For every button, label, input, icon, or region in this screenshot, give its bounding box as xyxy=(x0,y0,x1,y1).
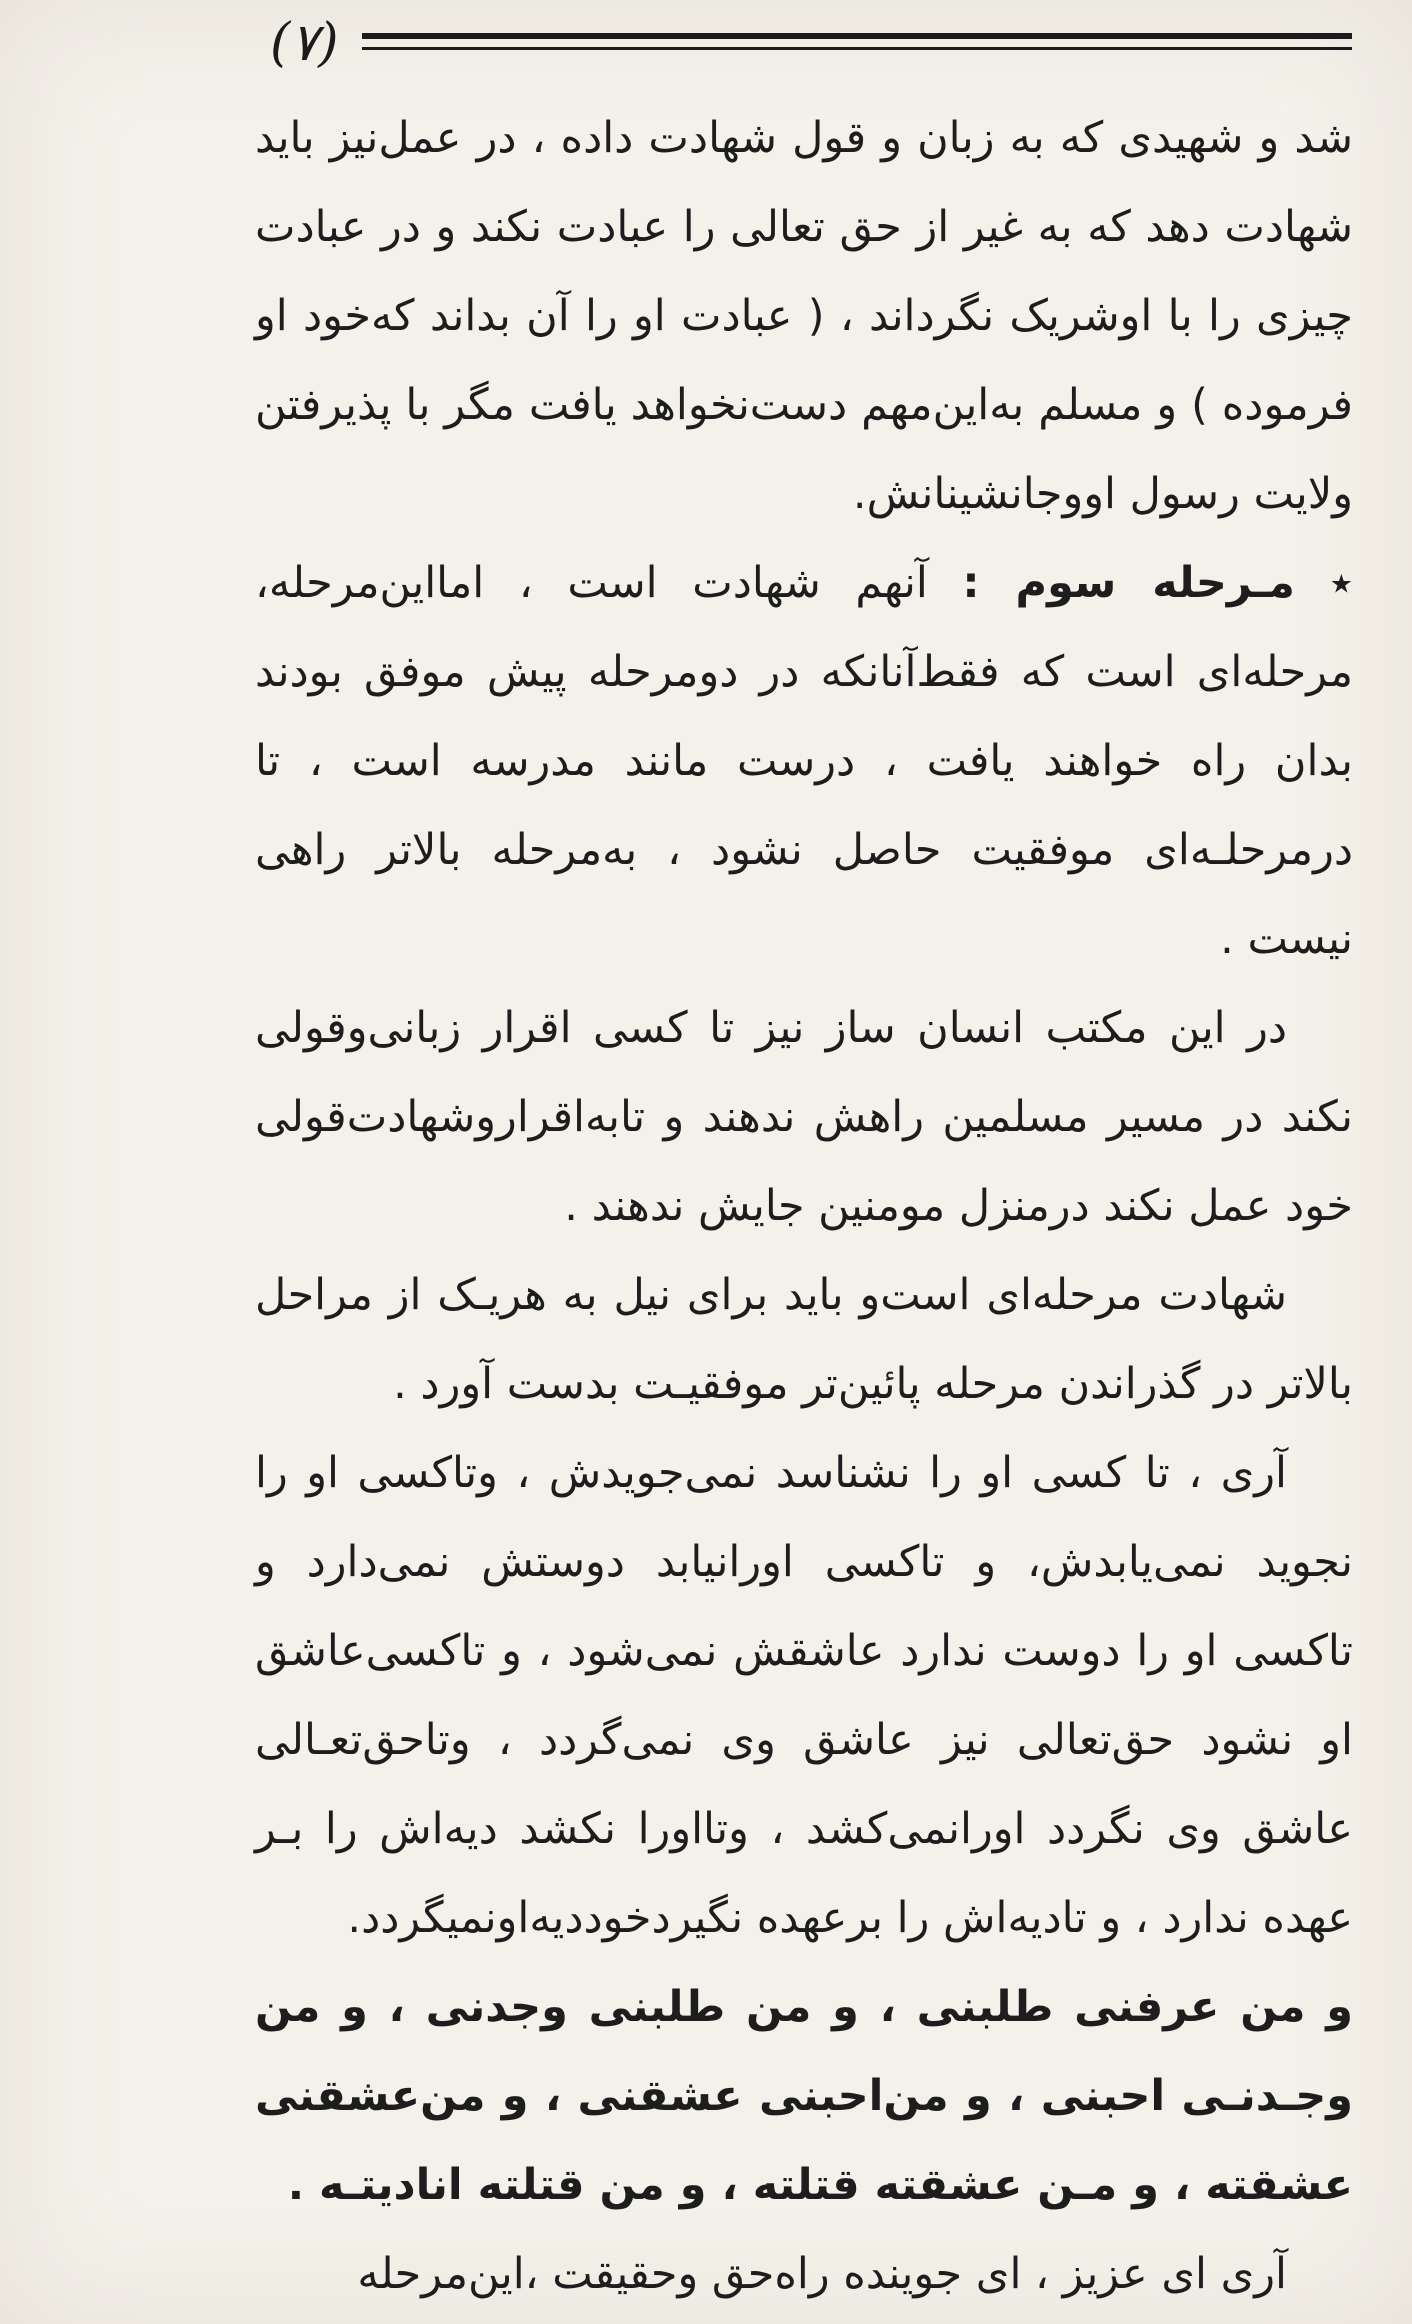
paragraph-2 xyxy=(255,539,1353,984)
paragraph-3 xyxy=(255,984,1353,1251)
header-rule-thick xyxy=(362,33,1352,39)
paragraph-3-text: در این مکتب انسان ساز نیز تا کسی اقرار زبانی‌وقولی نکند در مسیر مسلمین راهش ندهند و تابه‌اقراروشهادت‌قولی خود عمل نکند درمنزل مومنین جایش ندهند . xyxy=(255,1003,1353,1231)
paragraph-4-text: شهادت مرحله‌ای است‌و باید برای نیل به هریـک از مراحل بالاتر در گذراندن مرحله پائین‌تر موفقیـت بدست آورد . xyxy=(255,1270,1353,1409)
paragraph-5 xyxy=(255,1429,1353,1963)
page-header xyxy=(270,8,1352,78)
paragraph-2-text: آنهم شهادت است ، امااین‌مرحله، مرحله‌ای است که فقط‌آنانکه در دومرحله پیش موفق بودند بدان راه خواهند یافت ، درست مانند مدرسه است ، تا درمرحلـه‌ای موفقیت حاصل نشود ، به‌مرحله بالاتر راهی نیست . xyxy=(255,558,1353,964)
paragraph-7 xyxy=(255,2230,1353,2319)
paragraph-5-text: آری ، تا کسی او را نشناسد نمی‌جویدش ، وتاکسی او را نجوید نمی‌یابدش، و تاکسی اورانیابد دوستش نمی‌دارد و تاکسی او را دوست ندارد عاشقش نمی‌شود ، و تاکسی‌عاشق او نشود حق‌تعالی نیز عاشق وی نمی‌گردد ، وتاحق‌تعـالی عاشق وی نگردد اورانمی‌کشد ، وتااورا نکشد دیه‌اش را بـر عهده ندارد ، و تادیه‌اش را برعهده نگیردخوددیه‌اونمیگردد. xyxy=(255,1448,1353,1943)
arabic-quote-text: و من عرفنی طلبنی ، و من طلبنی وجدنی ، و من وجـدنـی احبنی ، و من‌احبنی عشقنی ، و من‌عشقنی عشقته ، و مـن عشقته قتلته ، و من قتلته انادیتـه . xyxy=(255,1982,1353,2210)
paragraph-1-text: شد و شهیدی که به زبان و قول شهادت داده ، در عمل‌نیز باید شهادت دهد که به غیر از حق تعالی را عبادت نکند و در عبادت چیزی را با اوشریک نگرداند ، ( عبادت او را آن بداند که‌خود او فرموده ) و مسلم به‌این‌مهم دست‌نخواهد یافت مگر با پذیرفتن ولایت رسول اووجانشینانش. xyxy=(255,113,1353,519)
paragraph-1 xyxy=(255,94,1353,539)
header-rule-thin xyxy=(362,47,1352,50)
paragraph-4 xyxy=(255,1251,1353,1429)
asterisk-marker-icon: ٭ xyxy=(1329,558,1354,608)
section-heading: مـرحله سوم : xyxy=(962,558,1295,608)
body-text xyxy=(255,94,1353,2319)
paragraph-7-text: آری ای عزیز ، ای جوینده راه‌حق وحقیقت ،این‌مرحله xyxy=(357,2249,1287,2299)
page-number: (۷) xyxy=(270,13,339,73)
arabic-quote-paragraph xyxy=(255,1963,1353,2230)
